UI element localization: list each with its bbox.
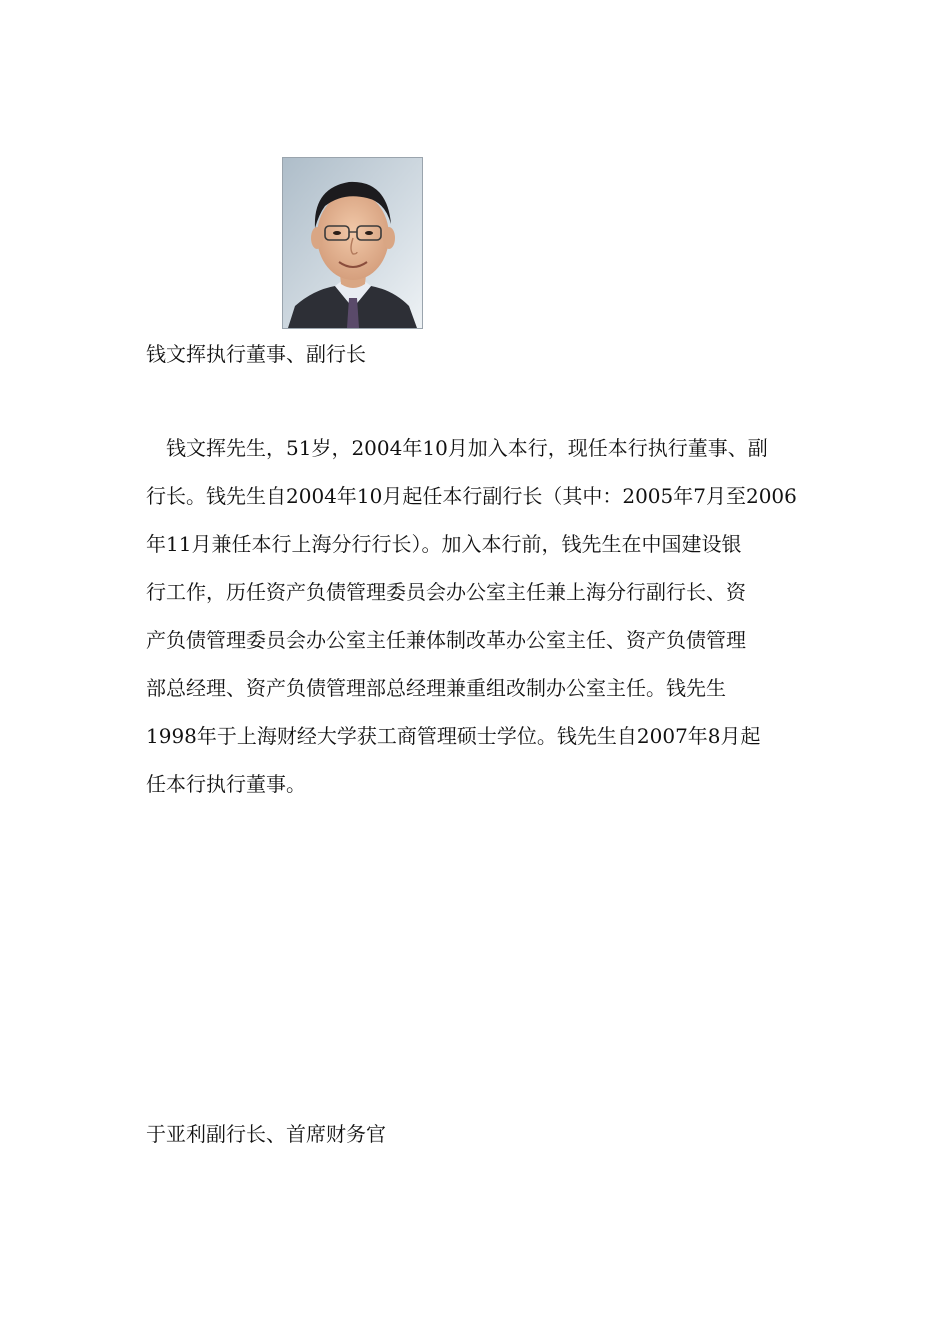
portrait-photo: [282, 157, 423, 329]
bio-line: 行工作，历任资产负债管理委员会办公室主任兼上海分行副行长、资: [146, 580, 746, 604]
bio-line: 行长。钱先生自2004年10月起任本行副行长（其中：2005年7月至2006: [146, 484, 797, 508]
bio-line: 1998年于上海财经大学获工商管理硕士学位。钱先生自2007年8月起: [146, 724, 761, 748]
bio-line: 钱文挥先生，51岁，2004年10月加入本行，现任本行执行董事、副: [166, 436, 768, 460]
bio-line: 产负债管理委员会办公室主任兼体制改革办公室主任、资产负债管理: [146, 628, 746, 652]
portrait-illustration: [283, 158, 422, 328]
bio-line: 部总经理、资产负债管理部总经理兼重组改制办公室主任。钱先生: [146, 676, 726, 700]
profile-2-caption: 于亚利副行长、首席财务官: [146, 1122, 386, 1146]
bio-line: 年11月兼任本行上海分行行长）。加入本行前，钱先生在中国建设银: [146, 532, 742, 556]
profile-1-caption: 钱文挥执行董事、副行长: [146, 342, 366, 366]
profile-1-bio: [146, 424, 810, 808]
bio-line: 任本行执行董事。: [146, 772, 306, 796]
